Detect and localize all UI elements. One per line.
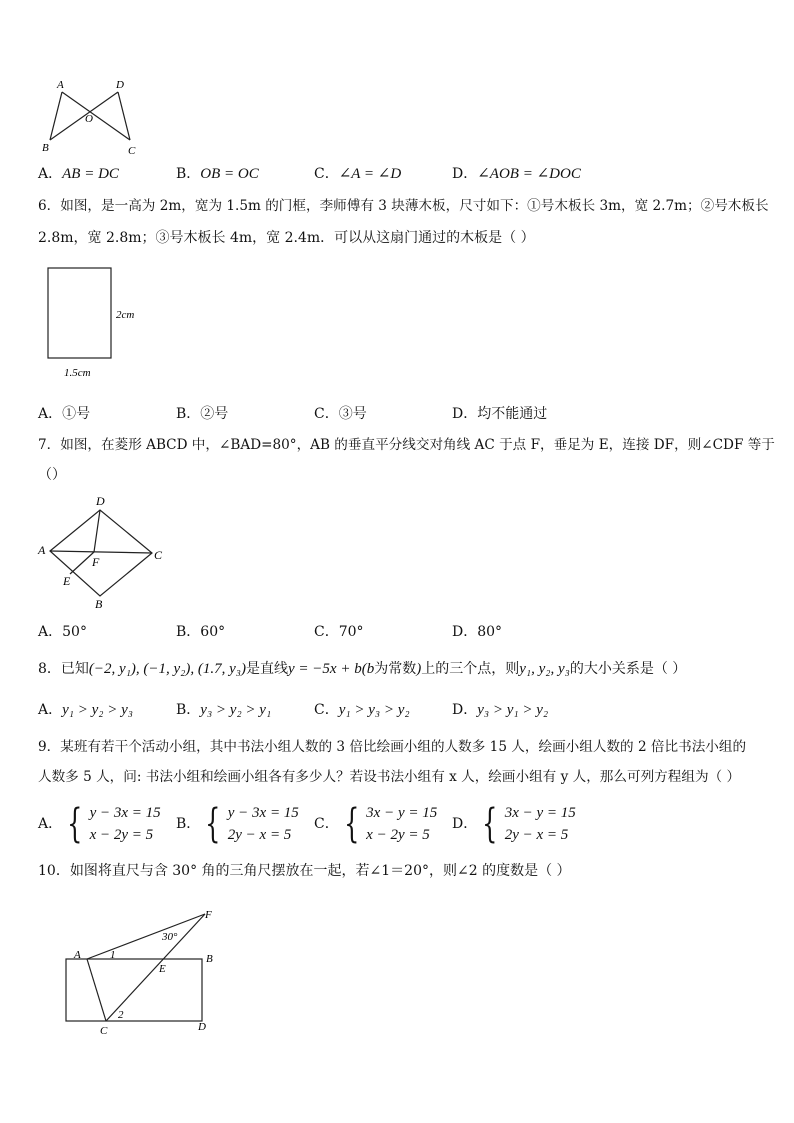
q6-door-figure: [38, 262, 158, 382]
q8-stem: 8．已知(−2, y₁), (−1, y₂), (1.7, y₃)是直线y = −5x + b(b为常数)上的三个点，则y₁, y₂, y₃的大小关系是（ ）: [38, 661, 687, 677]
q6-option-a[interactable]: A．①号: [38, 406, 91, 422]
q10-label-b: B: [206, 953, 213, 965]
q8-option-a[interactable]: A．y₁ > y₂ > y₃: [38, 702, 133, 718]
q7-label-b: B: [95, 597, 103, 611]
q7-label-a: A: [38, 543, 46, 557]
equation-system: { 3x − y = 15 2y − x = 5: [482, 801, 576, 847]
q8-option-d[interactable]: D．y₃ > y₁ > y₂: [452, 702, 549, 718]
q6-option-c[interactable]: C．③号: [314, 406, 367, 422]
q8-option-b[interactable]: B．y₃ > y₂ > y₁: [176, 702, 272, 718]
q6-width-label: 1.5cm: [64, 367, 91, 379]
q7-stem-line1: 7．如图，在菱形 ABCD 中，∠BAD=80°，AB 的垂直平分线交对角线 AC 于点 F，垂足为 E，连接 DF，则∠CDF 等于: [38, 437, 775, 453]
q10-angle-1-label: 1: [110, 949, 116, 961]
q9-option-c[interactable]: C． { 3x − y = 15 x − 2y = 5: [314, 801, 438, 847]
q7-label-e: E: [63, 574, 71, 588]
equation-system: { 3x − y = 15 x − 2y = 5: [343, 801, 438, 847]
q6-stem-line1: 6．如图，是一高为 2m，宽为 1.5m 的门框，李师傅有 3 块薄木板，尺寸如下：①号木板长 3m，宽 2.7m；②号木板长: [38, 198, 769, 214]
equation-system: { y − 3x = 15 2y − x = 5: [205, 801, 299, 847]
q10-angle-30-label: 30°: [162, 931, 178, 943]
q10-label-a: A: [74, 949, 81, 961]
q5-option-d[interactable]: D．∠AOB = ∠DOC: [452, 166, 581, 182]
q10-label-c: C: [100, 1025, 108, 1037]
q5-label-o: O: [85, 113, 93, 125]
q5-label-d: D: [116, 79, 124, 91]
q7-option-b[interactable]: B．60°: [176, 624, 226, 640]
q9-option-a[interactable]: A． { y − 3x = 15 x − 2y = 5: [38, 801, 161, 847]
q7-label-c: C: [154, 548, 163, 562]
q10-label-e: E: [159, 963, 166, 975]
q5-option-c[interactable]: C．∠A = ∠D: [314, 166, 402, 182]
q7-label-f: F: [92, 555, 100, 569]
q10-stem: 10．如图将直尺与含 30° 角的三角尺摆放在一起，若∠1＝20°，则∠2 的度数是（ ）: [38, 863, 571, 879]
q10-label-d: D: [198, 1021, 206, 1033]
q5-label-a: A: [57, 79, 64, 91]
q5-option-a[interactable]: A．AB = DC: [38, 166, 119, 182]
q9-stem-line2: 人数多 5 人，问: 书法小组和绘画小组各有多少人？若设书法小组有 x 人，绘画小组有 y 人，那么可列方程组为（ ）: [38, 769, 741, 785]
q9-option-b[interactable]: B． { y − 3x = 15 2y − x = 5: [176, 801, 299, 847]
q5-option-b[interactable]: B．OB = OC: [176, 166, 259, 182]
q10-angle-2-label: 2: [118, 1009, 124, 1021]
q10-label-f: F: [205, 909, 212, 921]
q7-stem-line2: （）: [38, 467, 66, 483]
q5-label-b: B: [42, 142, 49, 154]
q9-option-d[interactable]: D． { 3x − y = 15 2y − x = 5: [452, 801, 576, 847]
q7-option-a[interactable]: A．50°: [38, 624, 87, 640]
q7-label-d: D: [96, 494, 105, 508]
q10-ruler-triangle-figure: [60, 904, 230, 1040]
q6-option-d[interactable]: D．均不能通过: [452, 406, 548, 422]
q6-stem-line2: 2.8m，宽 2.8m；③号木板长 4m，宽 2.4m．可以从这扇门通过的木板是（ ）: [38, 230, 535, 246]
equation-system: { y − 3x = 15 x − 2y = 5: [67, 801, 161, 847]
q7-rhombus-figure: [34, 492, 174, 612]
q5-label-c: C: [128, 145, 136, 157]
q8-option-c[interactable]: C．y₁ > y₃ > y₂: [314, 702, 410, 718]
q5-figure: [38, 78, 148, 158]
q7-option-c[interactable]: C．70°: [314, 624, 364, 640]
q9-stem-line1: 9．某班有若干个活动小组，其中书法小组人数的 3 倍比绘画小组的人数多 15 人，绘画小组人数的 2 倍比书法小组的: [38, 739, 747, 755]
q7-option-d[interactable]: D．80°: [452, 624, 503, 640]
q6-option-b[interactable]: B．②号: [176, 406, 229, 422]
q6-height-label: 2cm: [116, 309, 135, 321]
